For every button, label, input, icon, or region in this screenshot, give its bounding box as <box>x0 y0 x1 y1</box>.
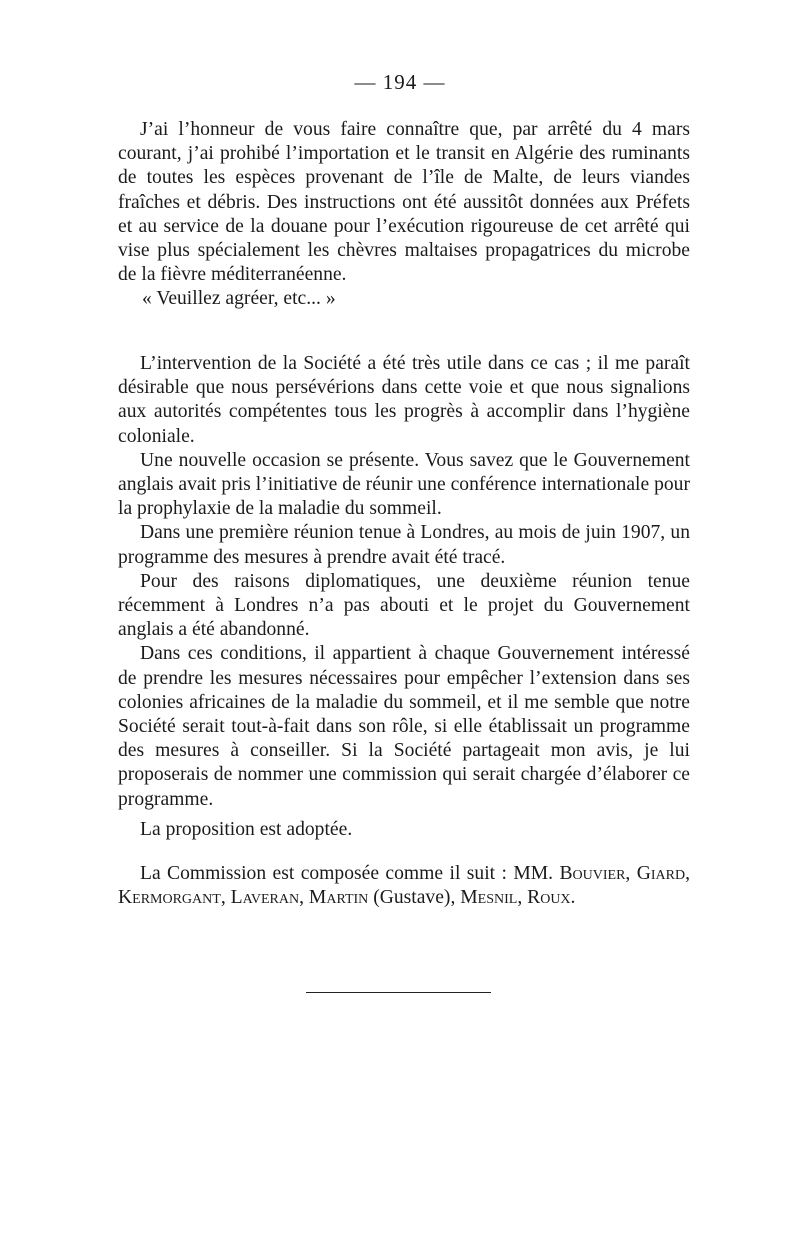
member-qualifier: (Gustave) <box>373 887 451 909</box>
commission-section <box>118 862 690 910</box>
member-name: Roux <box>527 887 571 909</box>
section-end-rule <box>306 992 491 993</box>
resolution-text: La proposition est adoptée. <box>140 819 353 840</box>
discussion-paragraph-1: L’intervention de la Société a été très utile dans ce cas ; il me paraît désirable que nous persévérions dans cette voie et que nous signalions aux autorités compétentes tous les progrès à accomplir dans l’hygiène coloniale. <box>118 353 690 447</box>
member-name: Mesnil <box>460 887 518 909</box>
discussion-paragraph-4: Pour des raisons diplomatiques, une deuxième réunion tenue récemment à Londres n’a pas abouti et le projet du Gouvernement anglais a été abandonné. <box>118 570 690 641</box>
member-name: Martin <box>308 887 369 909</box>
letter-paragraph: J’ai l’honneur de vous faire connaître que, par arrêté du 4 mars courant, j’ai prohibé l’importation et le transit en Algérie des ruminants de toutes les espèces provenant de l’île de Malte, de leurs viandes fraîches et débris. Des instructions ont été aussitôt données aux Préfets et au service de la douane pour l’exécution rigoureuse de cet arrêté qui vise plus spécialement les chèvres maltaises propagatrices du microbe de la fièvre méditerranéenne. <box>118 119 690 286</box>
discussion-paragraph-2: Une nouvelle occasion se présente. Vous savez que le Gouvernement anglais avait pris l’initiative de réunir une conférence internationale pour la prophylaxie de la maladie du sommeil. <box>118 449 690 520</box>
member-name: Bouvier <box>559 863 626 884</box>
member-name: Giard <box>636 863 686 884</box>
discussion-paragraph-5: Dans ces conditions, il appartient à chaque Gouvernement intéressé de prendre les mesures nécessaires pour empêcher l’extension dans ses colonies africaines de la maladie du sommeil, et il me semble que notre Société serait tout-à-fait dans son rôle, si elle établissait un programme des mesures à conseiller. Si la Société partageait mon avis, je lui proposerais de nommer une commission qui serait chargée d’élaborer ce programme. <box>118 643 690 810</box>
member-name: Kermorgant <box>118 887 221 909</box>
commission-paragraph: La Commission est composée comme il suit : MM. Bouvier, Giard, Kermorgant, Laveran, Martin (Gustave), Mesnil, Roux. <box>118 863 690 909</box>
discussion-section <box>118 352 690 812</box>
letter-closing: « Veuillez agréer, etc... » <box>142 288 336 310</box>
letter-excerpt <box>118 118 690 312</box>
resolution-section <box>118 818 690 842</box>
discussion-paragraph-3: Dans une première réunion tenue à Londres, au mois de juin 1907, un programme des mesures à prendre avait été tracé. <box>118 522 690 568</box>
commission-intro: La Commission est composée comme il suit : MM. <box>140 863 554 884</box>
page-number: — 194 — <box>354 70 446 94</box>
member-name: Laveran <box>230 887 300 909</box>
